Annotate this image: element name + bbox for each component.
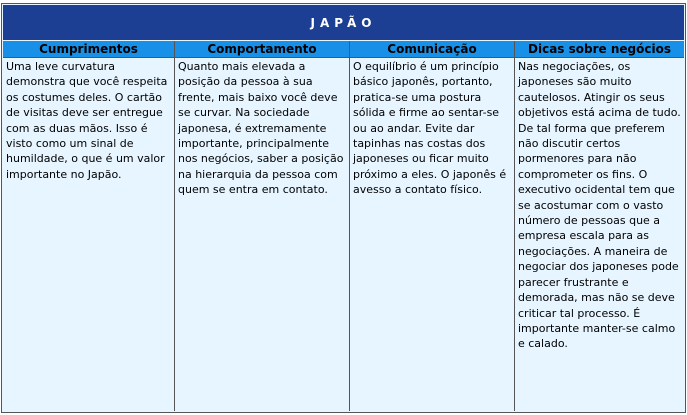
cell-cumprimentos: Uma leve curvatura demonstra que você respeita os costumes deles. O cartão de visitas deve ser entregue com as duas mãos. Isso é visto como um sinal de humildade, o que é um valor importante no Japão. <box>3 57 174 411</box>
japan-etiquette-table <box>1 3 686 413</box>
column-header-comportamento: Comportamento <box>174 41 349 57</box>
column-header-dicas: Dicas sobre negócios <box>514 41 684 57</box>
cell-comportamento: Quanto mais elevada a posição da pessoa à sua frente, mais baixo você deve se curvar. Na sociedade japonesa, é extremamente importante, principalmente nos negócios, saber a posição na hierarquia da pessoa com quem se entra em contato. <box>174 57 349 411</box>
cell-comunicacao: O equilíbrio é um princípio básico japonês, portanto, pratica-se uma postura sólida e firme ao sentar-se ou ao andar. Evite dar tapinhas nas costas dos japoneses ou ficar muito próximo a eles. O japonês é avesso a contato físico. <box>349 57 514 411</box>
column-header-cumprimentos: Cumprimentos <box>3 41 174 57</box>
table-title: JAPÃO <box>3 5 684 40</box>
cell-dicas: Nas negociações, os japoneses são muito cautelosos. Atingir os seus objetivos está acima de tudo. De tal forma que preferem não discutir certos pormenores para não comprometer os fins. O executivo ocidental tem que se acostumar com o vasto número de pessoas que a empresa escala para as negociações. A maneira de negociar dos japoneses pode parecer frustrante e demorada, mas não se deve criticar tal processo. É importante manter-se calmo e calado. <box>514 57 684 411</box>
table-grid <box>3 41 684 411</box>
column-header-comunicacao: Comunicação <box>349 41 514 57</box>
